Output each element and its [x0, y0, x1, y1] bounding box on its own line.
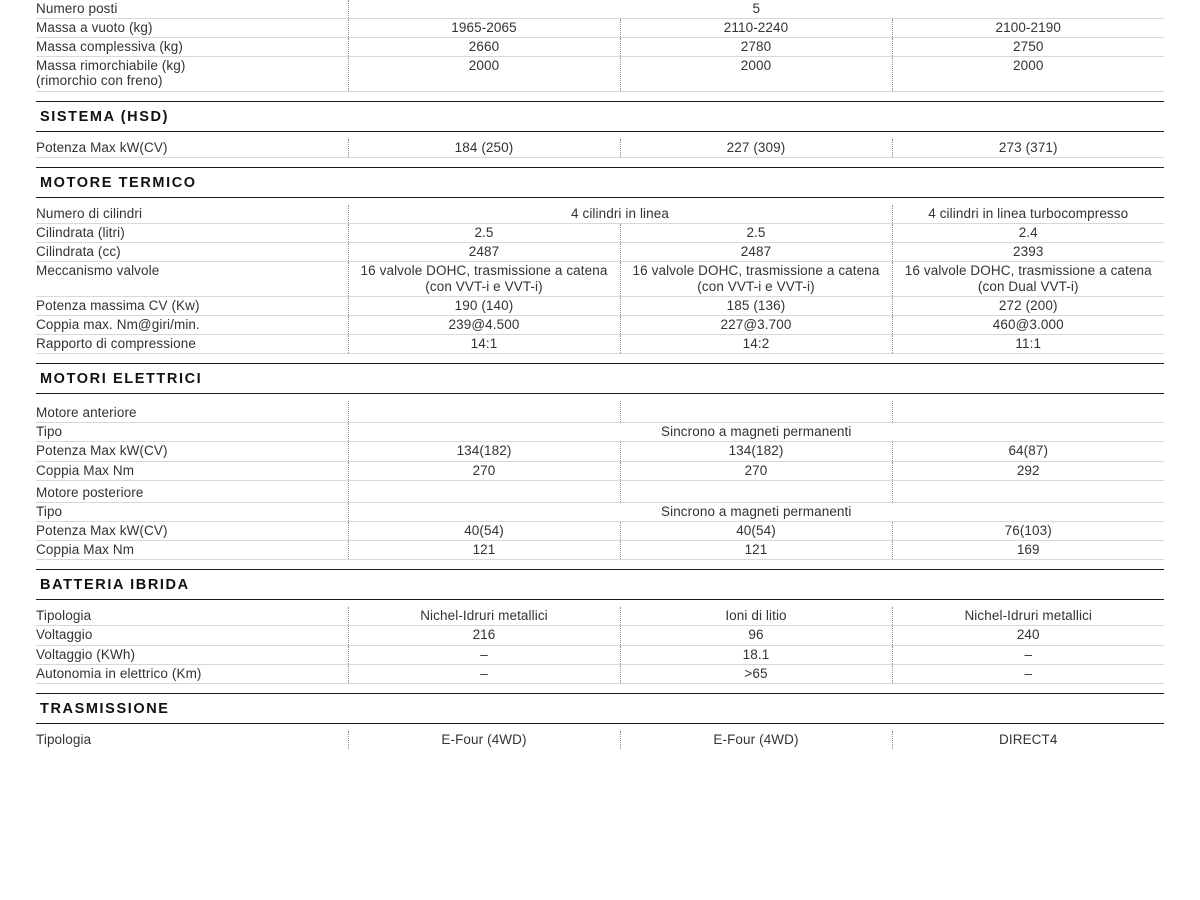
row-value: 96 — [620, 626, 892, 645]
row-value: 76(103) — [892, 521, 1164, 540]
row-value: 2660 — [348, 38, 620, 57]
row-value: 18.1 — [620, 645, 892, 664]
row-label: Numero posti — [36, 0, 348, 19]
section-header-row — [36, 354, 1164, 402]
row-value: 2780 — [620, 38, 892, 57]
row-value: 2.5 — [620, 224, 892, 243]
row-label: Cilindrata (litri) — [36, 224, 348, 243]
table-row — [36, 315, 1164, 334]
row-value: 227 (309) — [620, 139, 892, 158]
table-row — [36, 243, 1164, 262]
row-label: Tipologia — [36, 732, 92, 748]
row-value: – — [892, 645, 1164, 664]
row-value: 2.4 — [892, 224, 1164, 243]
table-row — [36, 0, 1164, 19]
row-value: 239@4.500 — [348, 315, 620, 334]
row-value: 134(182) — [348, 442, 620, 461]
table-row — [36, 731, 1164, 749]
row-label-line2: (rimorchio con freno) — [36, 73, 163, 89]
row-value: 121 — [348, 541, 620, 560]
row-value: 185 (136) — [620, 296, 892, 315]
section-title: MOTORE TERMICO — [40, 174, 197, 191]
section-band — [36, 693, 1164, 724]
table-row — [36, 664, 1164, 683]
table-row — [36, 502, 1164, 521]
section-title: MOTORI ELETTRICI — [40, 371, 203, 387]
row-label: Potenza Max kW(CV) — [36, 139, 348, 158]
section-band — [36, 167, 1164, 198]
row-value — [892, 480, 1164, 502]
row-value: 273 (371) — [892, 139, 1164, 158]
row-label: Tipo — [36, 502, 348, 521]
section-title: BATTERIA IBRIDA — [40, 577, 190, 594]
table-row — [36, 296, 1164, 315]
row-value: Nichel-Idruri metallici — [892, 607, 1164, 626]
row-value: 2750 — [892, 38, 1164, 57]
row-value: 270 — [348, 461, 620, 480]
row-value — [348, 401, 620, 423]
section-band — [36, 101, 1164, 132]
subgroup-label: Motore posteriore — [36, 480, 348, 502]
table-row — [36, 38, 1164, 57]
row-label: Potenza Max kW(CV) — [36, 442, 348, 461]
section-header-row — [36, 560, 1164, 608]
row-value-all: 5 — [348, 0, 1164, 19]
table-row — [36, 205, 1164, 224]
table-subgroup-row — [36, 480, 1164, 502]
row-value: 169 — [892, 541, 1164, 560]
row-value: 14:1 — [348, 334, 620, 353]
table-row — [36, 607, 1164, 626]
row-label: Tipo — [36, 423, 348, 442]
row-value: 272 (200) — [892, 296, 1164, 315]
row-value: 240 — [892, 626, 1164, 645]
row-label: Massa complessiva (kg) — [36, 38, 348, 57]
row-value: 2487 — [620, 243, 892, 262]
table-row — [36, 423, 1164, 442]
row-value: 11:1 — [892, 334, 1164, 353]
section-header-row — [36, 683, 1164, 731]
row-value: E-Four (4WD) — [348, 731, 620, 749]
table-row — [36, 139, 1164, 158]
row-value: 2000 — [892, 57, 1164, 91]
row-value: 184 (250) — [348, 139, 620, 158]
row-value: – — [348, 645, 620, 664]
row-value: 121 — [620, 541, 892, 560]
row-value: 2110-2240 — [620, 19, 892, 38]
section-title: SISTEMA (HSD) — [40, 108, 170, 125]
row-value: 292 — [892, 461, 1164, 480]
row-value: 4 cilindri in linea turbocompresso — [892, 205, 1164, 224]
section-header-row — [36, 157, 1164, 205]
section-band — [36, 363, 1164, 394]
table-row — [36, 262, 1164, 296]
table-row — [36, 461, 1164, 480]
row-value — [620, 480, 892, 502]
row-value-merged: Sincrono a magneti permanenti — [348, 423, 1164, 442]
row-value: 2100-2190 — [892, 19, 1164, 38]
subgroup-label: Motore anteriore — [36, 401, 348, 423]
table-subgroup-row — [36, 401, 1164, 423]
row-value: 1965-2065 — [348, 19, 620, 38]
row-label: Meccanismo valvole — [36, 262, 348, 296]
table-row — [36, 541, 1164, 560]
row-label: Autonomia in elettrico (Km) — [36, 664, 348, 683]
row-value: 227@3.700 — [620, 315, 892, 334]
table-row — [36, 19, 1164, 38]
row-label — [36, 57, 348, 91]
section-header-row — [36, 91, 1164, 139]
table-row — [36, 334, 1164, 353]
row-value: 216 — [348, 626, 620, 645]
row-value: DIRECT4 — [892, 731, 1164, 749]
row-label: Voltaggio — [36, 626, 348, 645]
row-value: 2487 — [348, 243, 620, 262]
row-value: 190 (140) — [348, 296, 620, 315]
table-row — [36, 57, 1164, 91]
table-row — [36, 224, 1164, 243]
row-value: 2393 — [892, 243, 1164, 262]
row-value: 16 valvole DOHC, trasmissione a catena (con VVT-i e VVT-i) — [348, 262, 620, 296]
row-label: Massa a vuoto (kg) — [36, 19, 348, 38]
section-band — [36, 569, 1164, 600]
row-value: Ioni di litio — [620, 607, 892, 626]
row-label: Coppia Max Nm — [36, 461, 348, 480]
row-value: 270 — [620, 461, 892, 480]
row-value: 40(54) — [620, 521, 892, 540]
row-value: 2.5 — [348, 224, 620, 243]
row-value: 16 valvole DOHC, trasmissione a catena (con VVT-i e VVT-i) — [620, 262, 892, 296]
row-value: 40(54) — [348, 521, 620, 540]
row-label: Numero di cilindri — [36, 205, 348, 224]
row-label: Rapporto di compressione — [36, 334, 348, 353]
row-label: Cilindrata (cc) — [36, 243, 348, 262]
section-title: TRASMISSIONE — [40, 700, 170, 717]
table-row — [36, 626, 1164, 645]
row-value: 2000 — [348, 57, 620, 91]
row-value: Nichel-Idruri metallici — [348, 607, 620, 626]
row-value: – — [892, 664, 1164, 683]
row-label: Potenza massima CV (Kw) — [36, 296, 348, 315]
row-value: >65 — [620, 664, 892, 683]
row-value-merged: Sincrono a magneti permanenti — [348, 502, 1164, 521]
row-value: 14:2 — [620, 334, 892, 353]
row-label: Coppia max. Nm@giri/min. — [36, 315, 348, 334]
row-value-merged: 4 cilindri in linea — [348, 205, 892, 224]
row-value: 2000 — [620, 57, 892, 91]
table-row — [36, 521, 1164, 540]
row-value: 460@3.000 — [892, 315, 1164, 334]
row-value: E-Four (4WD) — [620, 731, 892, 749]
row-value: 16 valvole DOHC, trasmissione a catena (con Dual VVT-i) — [892, 262, 1164, 296]
row-label: Coppia Max Nm — [36, 541, 348, 560]
table-row — [36, 442, 1164, 461]
row-value: 134(182) — [620, 442, 892, 461]
row-label: Potenza Max kW(CV) — [36, 521, 348, 540]
table-row — [36, 645, 1164, 664]
row-label: Voltaggio (KWh) — [36, 645, 348, 664]
specification-table — [36, 0, 1164, 749]
row-value — [620, 401, 892, 423]
row-value — [892, 401, 1164, 423]
row-value: 64(87) — [892, 442, 1164, 461]
row-label: Tipologia — [36, 607, 348, 626]
row-value — [348, 480, 620, 502]
row-value: – — [348, 664, 620, 683]
row-label-line1: Massa rimorchiabile (kg) — [36, 58, 186, 74]
